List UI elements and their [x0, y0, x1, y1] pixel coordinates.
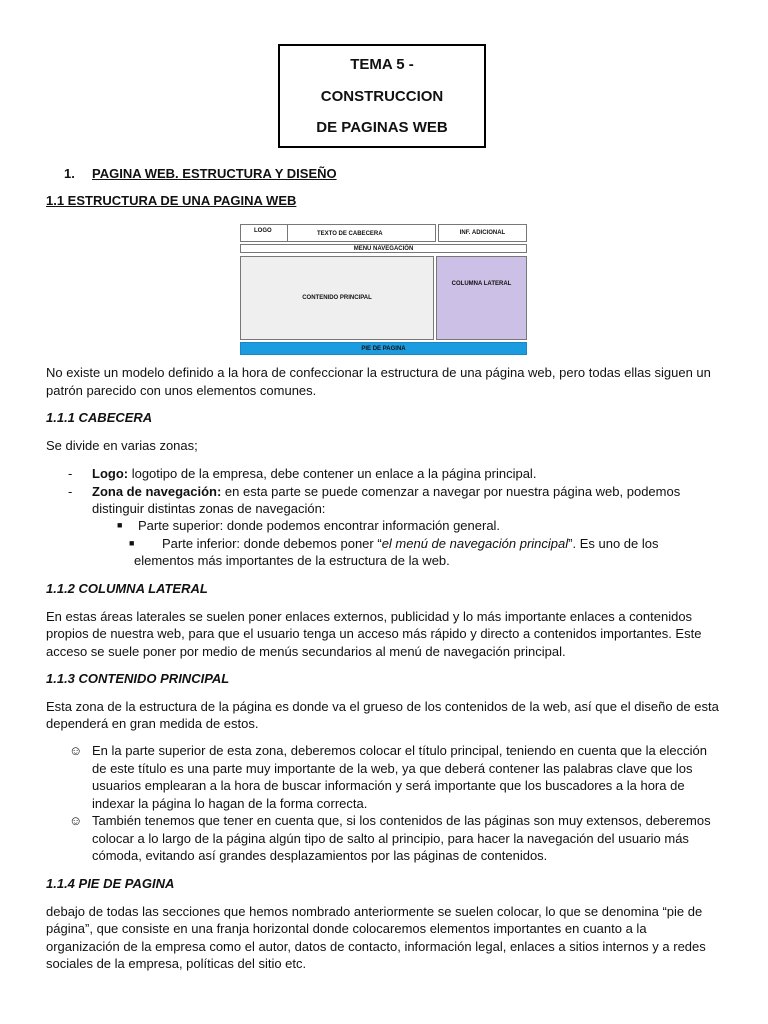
principal-bullet-1-line-3: usuarios emplearan a la hora de buscar información y será importante que los buscadores a la hora de [92, 778, 685, 793]
nav-item [92, 483, 680, 501]
cabecera-heading: 1.1.1 CABECERA [46, 410, 153, 425]
intro-line-2: patrón parecido con unos elementos comunes. [46, 383, 317, 398]
diagram-nav-menu [240, 244, 527, 253]
principal-bullet-2-line-1: También tenemos que tener en cuenta que, si los contenidos de las páginas son muy extensos, deberemos [92, 813, 711, 828]
intro-line-1: No existe un modelo definido a la hora de confeccionar la estructura de una página web, pero todas ellas siguen un [46, 365, 711, 380]
diagram-divider [287, 225, 288, 241]
diagram-main-content-label: CONTENIDO PRINCIPAL [302, 295, 372, 301]
nav-text-2: distinguir distintas zonas de navegación: [92, 501, 326, 516]
square-bullet-icon: ■ [117, 520, 123, 530]
title-line-3: DE PAGINAS WEB [316, 119, 448, 136]
section-1-number: 1. [64, 166, 75, 181]
pie-line-1: debajo de todas las secciones que hemos nombrado anteriormente se suelen colocar, lo que se denomina “pie de [46, 904, 703, 919]
principal-bullet-2-line-3: cómoda, evitando así grandes desplazamientos por las páginas de contenidos. [92, 848, 548, 863]
smiley-bullet-icon: ☺ [69, 813, 83, 828]
dash-bullet-icon: - [68, 466, 73, 481]
web-structure-diagram [239, 222, 529, 356]
lateral-line-2: propios de nuestra web, para que el usuario tenga un acceso más rápido y directo a contenidos importantes. Este [46, 626, 702, 641]
principal-line-1: Esta zona de la estructura de la página es donde va el grueso de los contenidos de la web, así que el diseño de esta [46, 699, 719, 714]
section-1-1-heading: 1.1 ESTRUCTURA DE UNA PAGINA WEB [46, 193, 297, 208]
title-line-1: TEMA 5 - [350, 56, 414, 73]
sub-item-2-line-2: elementos más importantes de la estructura de la web. [134, 553, 450, 568]
principal-bullet-1-line-4: indexar la página lo hagan de la forma correcta. [92, 796, 368, 811]
diagram-logo: LOGO [254, 228, 272, 234]
lateral-line-1: En estas áreas laterales se suelen poner enlaces externos, publicidad y lo más importante enlaces a contenidos [46, 609, 693, 624]
diagram-additional-info [438, 224, 527, 242]
sub-item-2-pre: Parte inferior: donde debemos poner “ [162, 536, 382, 551]
nav-text: en esta parte se puede comenzar a navegar por nuestra página web, podemos [221, 484, 681, 499]
diagram-additional-info-label: INF. ADICIONAL [459, 230, 506, 236]
diagram-nav-menu-label: MENU NAVEGACIÓN [353, 245, 414, 252]
pie-line-4: sociales de la empresa, políticas del sitio etc. [46, 956, 307, 971]
diagram-sidebar [436, 256, 527, 340]
nav-label: Zona de navegación: [92, 484, 222, 499]
logo-label: Logo: [92, 466, 129, 481]
pie-line-2: página”, que consiste en una franja horizontal donde colocaremos elementos importantes en cuanto a la [46, 921, 647, 936]
diagram-sidebar-label: COLUMNA LATERAL [451, 281, 512, 287]
pie-line-3: organización de la empresa como el autor, datos de contacto, información legal, enlaces a sitios internos y a redes [46, 939, 706, 954]
principal-bullet-1-line-1: En la parte superior de esta zona, deberemos colocar el título principal, teniendo en cuenta que la elección [92, 743, 707, 758]
principal-heading: 1.1.3 CONTENIDO PRINCIPAL [46, 671, 230, 686]
lateral-line-3: acceso se suele poner por medio de menús secundarios al menú de navegación principal. [46, 644, 566, 659]
title-line-2: CONSTRUCCION [320, 88, 444, 105]
diagram-main-content [240, 256, 434, 340]
principal-bullet-1-line-2: de este título es una parte muy importante de la web, ya que deberá contener las palabras clave que los [92, 761, 693, 776]
diagram-header-text: TEXTO DE CABECERA [317, 231, 383, 237]
diagram-header-row [240, 224, 436, 242]
cabecera-intro: Se divide en varias zonas; [46, 438, 198, 453]
sub-item-2 [162, 535, 658, 553]
pie-heading: 1.1.4 PIE DE PAGINA [46, 876, 175, 891]
principal-line-2: dependerá en gran medida de estos. [46, 716, 259, 731]
square-bullet-icon: ■ [129, 538, 135, 548]
sub-item-2-italic: el menú de navegación principal [381, 536, 569, 551]
logo-item [92, 465, 536, 483]
dash-bullet-icon: - [68, 484, 73, 499]
diagram-footer [240, 342, 527, 355]
logo-text: logotipo de la empresa, debe contener un enlace a la página principal. [128, 466, 537, 481]
lateral-heading: 1.1.2 COLUMNA LATERAL [46, 581, 208, 596]
diagram-footer-label: PIE DE PAGINA [361, 345, 406, 352]
title-box [278, 44, 486, 148]
sub-item-1: Parte superior: donde podemos encontrar información general. [138, 518, 501, 533]
smiley-bullet-icon: ☺ [69, 743, 83, 758]
sub-item-2-post: ”. Es uno de los [568, 536, 659, 551]
principal-bullet-2-line-2: colocar a lo largo de la página algún tipo de salto al principio, para hacer la navegación del usuario más [92, 831, 689, 846]
section-1-heading: PAGINA WEB. ESTRUCTURA Y DISEÑO [92, 166, 337, 181]
